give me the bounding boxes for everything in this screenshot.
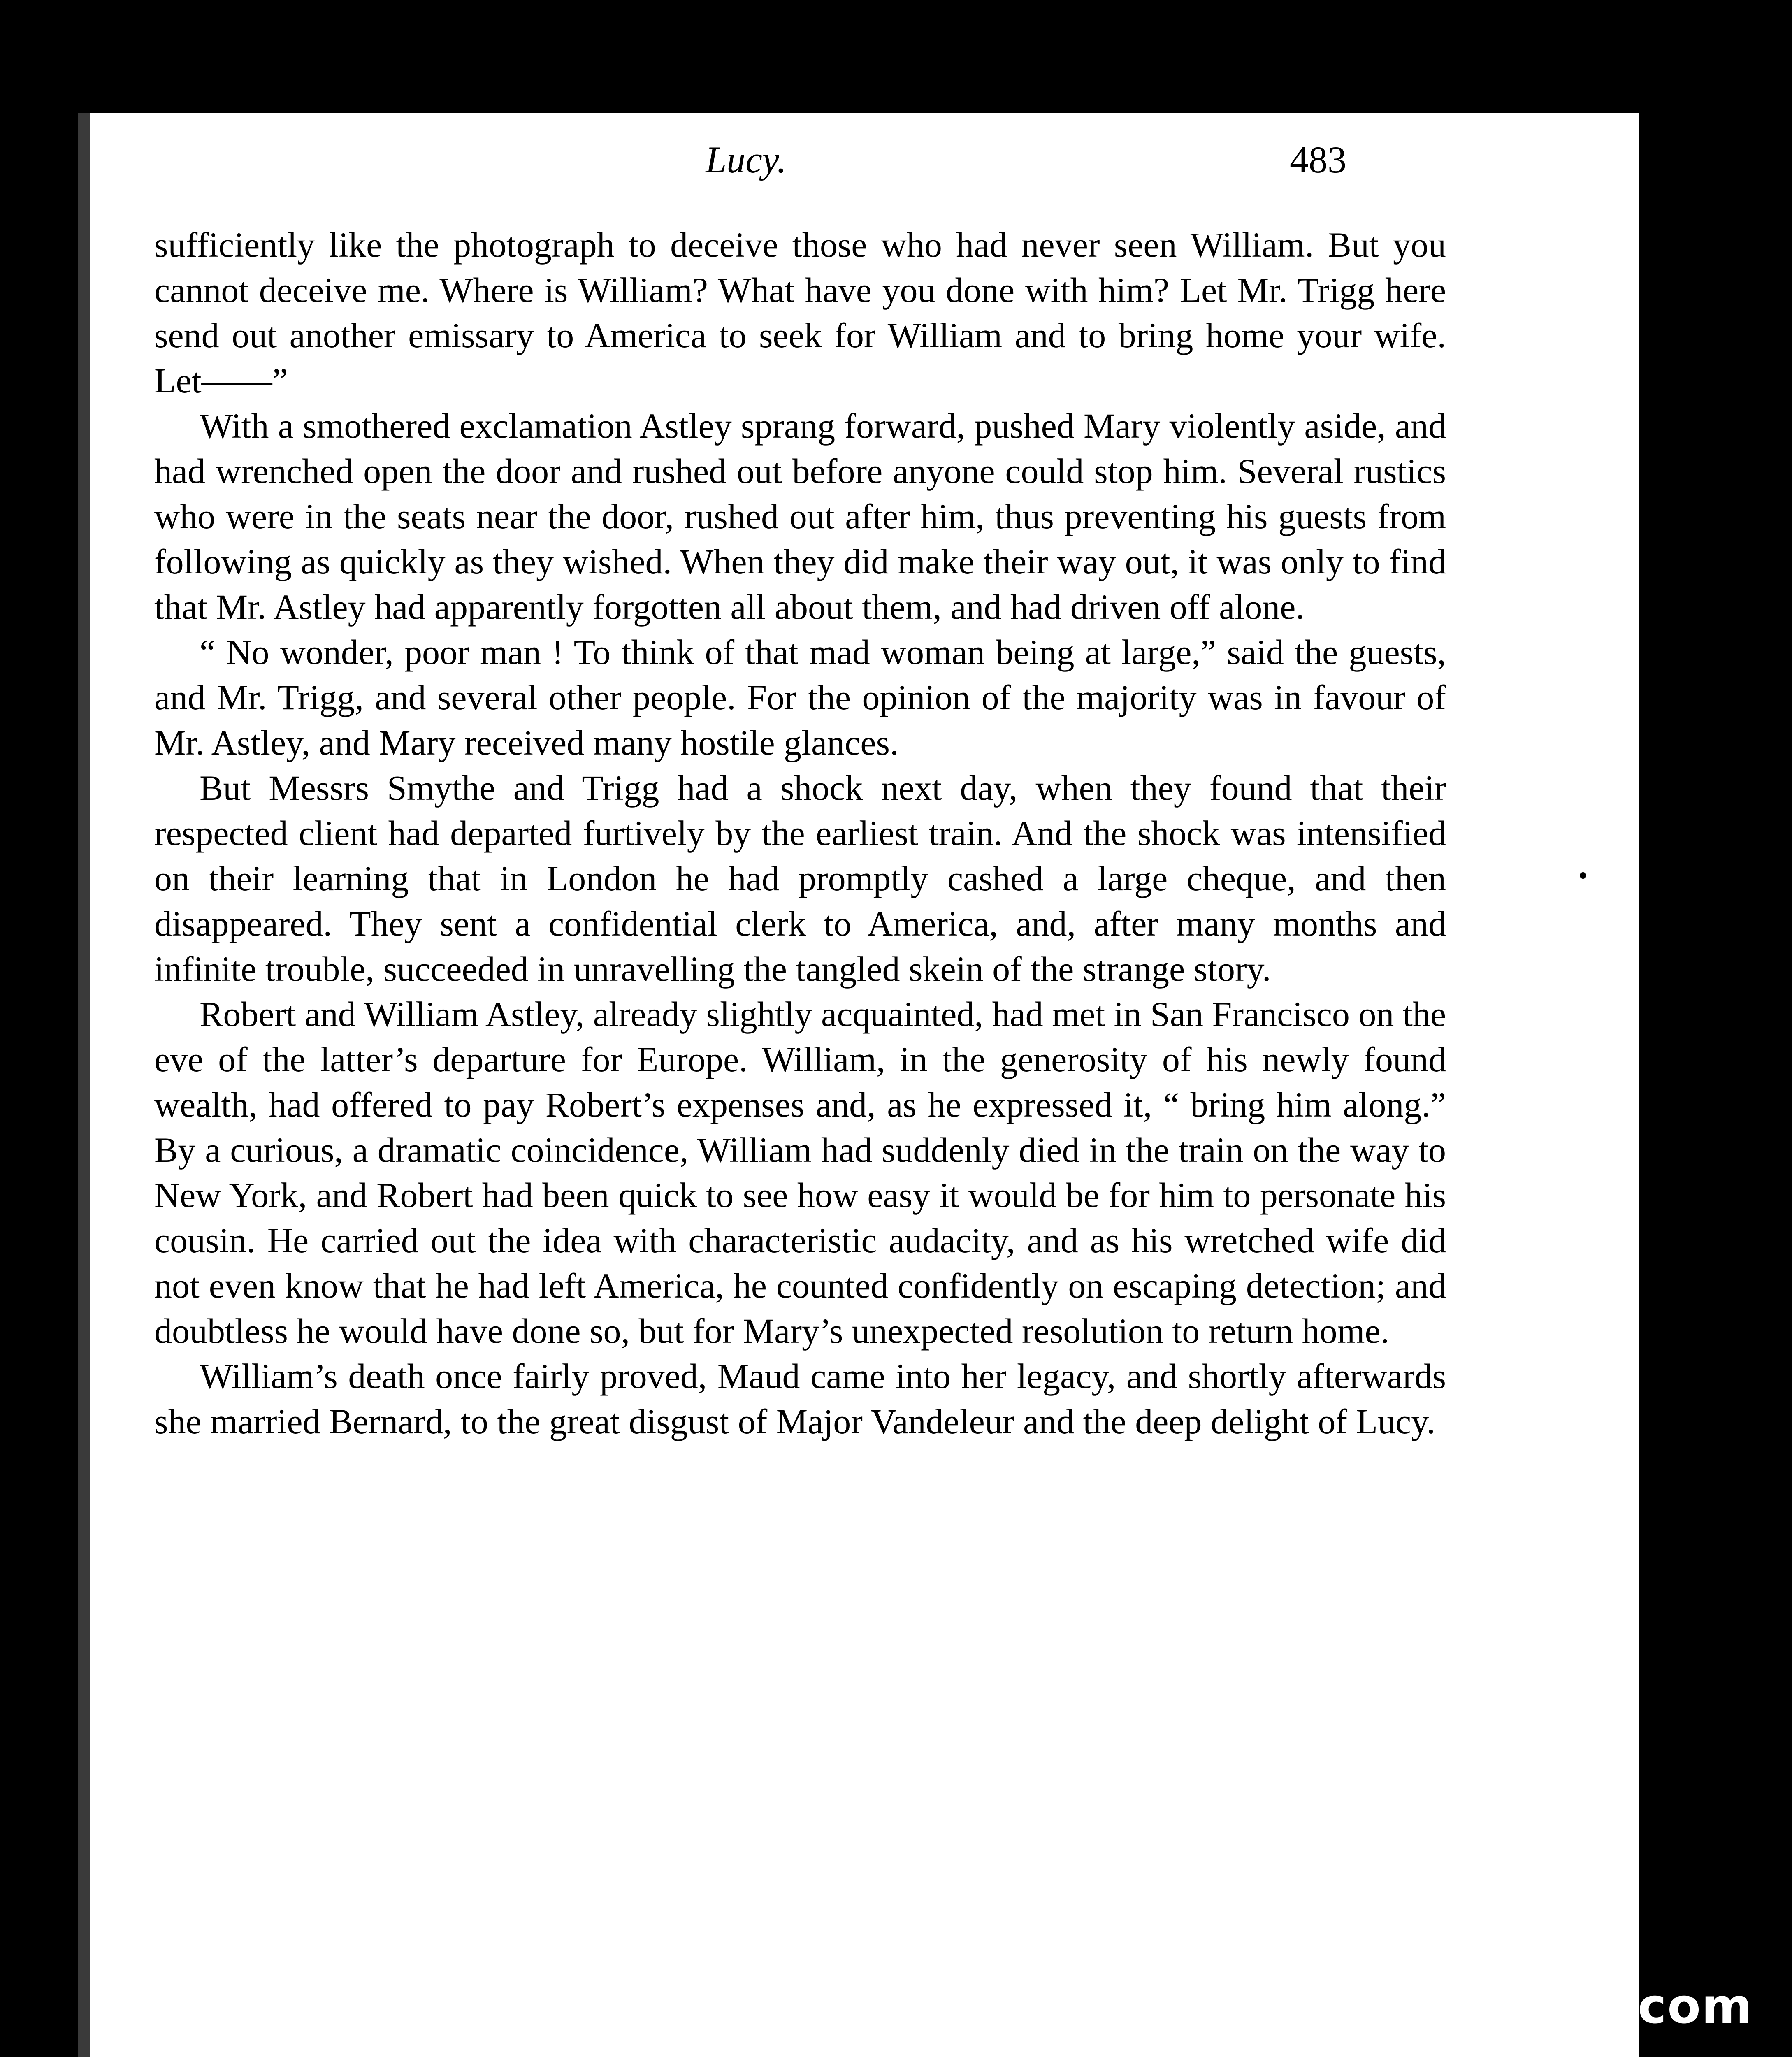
paragraph: With a smothered exclamation Astley sprang forward, pushed Mary violently aside, and had wrenched open the door and rushed out before anyone could stop him. Several rustics who were in the seats near the door, rushed out after him, thus preventing his guests from following as quickly as they wished. When they did make their way out, it was only to find that Mr. Astley had apparently forgotten all about them, and had driven off alone.: [154, 406, 1446, 627]
paragraph: William’s death once fairly proved, Maud came into her legacy, and shortly afterwards she married Bernard, to the great disgust of Major Vandeleur and the deep delight of Lucy.: [154, 1356, 1446, 1441]
page-edge-shadow: [78, 113, 90, 2057]
paragraph: Robert and William Astley, already slightly acquainted, had met in San Francisco on the eve of the latter’s departure for Europe. William, in the generosity of his newly found wealth, had offered to pay Robert’s expenses and, as he expressed it, “ bring him along.” By a curious, a dramatic coincidence, William had suddenly died in the train on the way to New York, and Robert had been quick to see how easy it would be for him to personate his cousin. He carried out the idea with characteristic audacity, and as his wretched wife did not even know that he had left America, he counted confidently on escaping detection; and doubtless he would have done so, but for Mary’s unexpected resolution to return home.: [154, 994, 1446, 1351]
paragraph: sufficiently like the photograph to deceive those who had never seen William. But you cannot deceive me. Where is William? What have you done with him? Let Mr. Trigg here send out another emissary to America to seek for William and to bring home your wife. Let——”: [154, 225, 1446, 400]
paragraph: But Messrs Smythe and Trigg had a shock next day, when they found that their respected client had departed furtively by the earliest train. And the shock was intensified on their learning that in London he had promptly cashed a large cheque, and then disappeared. They sent a confidential clerk to America, and, after many months and infinite trouble, succeeded in unravelling the tangled skein of the strange story.: [154, 768, 1446, 989]
body-text: [154, 222, 1446, 1444]
page-speck: [1580, 872, 1586, 879]
page-number: 483: [1290, 139, 1346, 181]
paragraph: “ No wonder, poor man ! To think of that mad woman being at large,” said the guests, and Mr. Trigg, and several other people. For the opinion of the majority was in favour of Mr. Astley, and Mary received many hostile glances.: [154, 632, 1446, 762]
site-watermark: comicbooks.com: [1289, 1978, 1753, 2034]
running-title: Lucy.: [706, 139, 787, 181]
